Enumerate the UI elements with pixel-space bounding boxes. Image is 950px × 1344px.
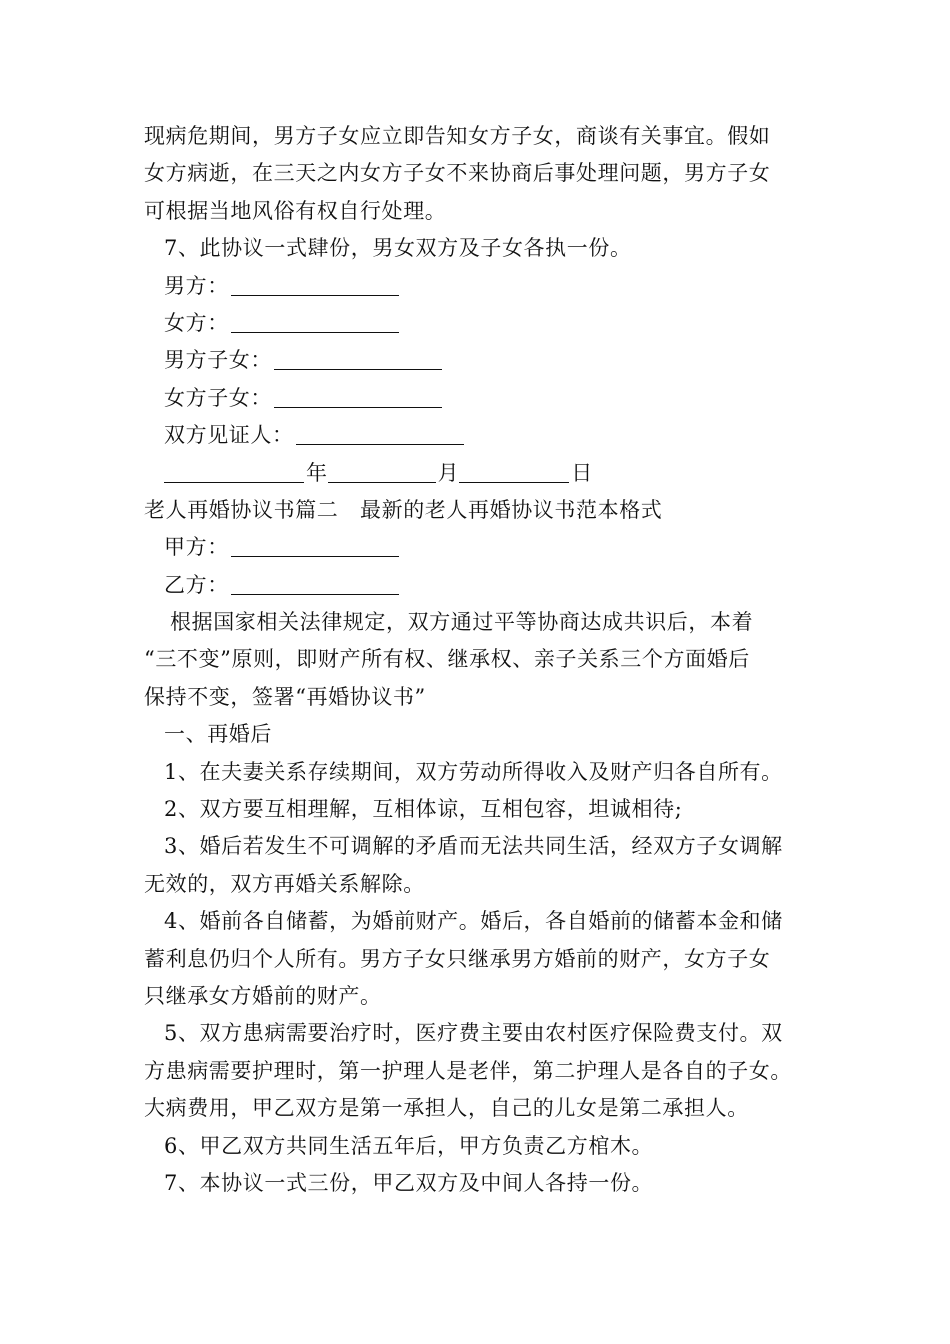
clause-line: 1、在夫妻关系存续期间，双方劳动所得收入及财产归各自所有。 — [164, 759, 783, 784]
clause-line: 只继承女方婚前的财产。 — [144, 983, 382, 1008]
section-heading: 一、再婚后 — [164, 722, 272, 747]
month-label: 月 — [437, 460, 460, 485]
clause-line: 大病费用，甲乙双方是第一承担人，自己的儿女是第二承担人。 — [144, 1096, 749, 1121]
signature-field-husband-children — [144, 342, 814, 379]
year-blank — [164, 460, 304, 483]
party-b-label: 乙方： — [164, 572, 229, 597]
signature-field-wife-children — [144, 380, 814, 417]
year-label: 年 — [306, 460, 328, 485]
party-b-field — [144, 567, 814, 604]
text-line: 女方病逝，在三天之内女方子女不来协商后事处理问题，男方子女 — [144, 161, 771, 186]
month-blank — [328, 460, 436, 483]
clause-line: 蓄利息仍归个人所有。男方子女只继承男方婚前的财产，女方子女 — [144, 946, 771, 971]
signature-field-wife — [144, 305, 814, 342]
document-body — [144, 118, 814, 1202]
signature-blank — [274, 385, 442, 408]
party-b-blank — [231, 572, 399, 595]
signature-label: 女方： — [164, 310, 229, 335]
day-blank — [459, 460, 569, 483]
date-line — [144, 455, 814, 492]
signature-blank — [274, 347, 442, 370]
text-line: 现病危期间，男方子女应立即告知女方子女，商谈有关事宜。假如 — [144, 124, 771, 148]
signature-label: 男方子女： — [164, 348, 272, 373]
party-a-field — [144, 529, 814, 566]
signature-blank — [296, 422, 464, 445]
intro-paragraph-line: “三不变”原则，即财产所有权、继承权、亲子关系三个方面婚后 — [144, 647, 750, 672]
clause-line: 2、双方要互相理解，互相体谅，互相包容，坦诚相待; — [164, 797, 683, 822]
signature-blank — [231, 310, 399, 333]
intro-paragraph-line: 保持不变，签署“再婚协议书” — [144, 684, 426, 709]
clause-line: 5、双方患病需要治疗时，医疗费主要由农村医疗保险费支付。双 — [164, 1021, 783, 1046]
section-title: 老人再婚协议书篇二 最新的老人再婚协议书范本格式 — [144, 497, 663, 522]
party-a-label: 甲方： — [164, 535, 229, 560]
signature-field-witness — [144, 417, 814, 454]
clause-7-copies: 7、此协议一式肆份，男女双方及子女各执一份。 — [164, 236, 632, 261]
clause-line: 7、本协议一式三份，甲乙双方及中间人各持一份。 — [164, 1170, 654, 1195]
signature-label: 双方见证人： — [164, 423, 294, 448]
signature-label: 女方子女： — [164, 385, 272, 410]
intro-paragraph-line: 根据国家相关法律规定，双方通过平等协商达成共识后，本着 — [170, 610, 754, 635]
signature-label: 男方： — [164, 273, 229, 298]
signature-field-husband — [144, 268, 814, 305]
day-label: 日 — [571, 460, 593, 485]
signature-blank — [231, 273, 399, 296]
clause-line: 方患病需要护理时，第一护理人是老伴，第二护理人是各自的子女。 — [144, 1058, 792, 1083]
party-a-blank — [231, 534, 399, 557]
clause-line: 4、婚前各自储蓄，为婚前财产。婚后，各自婚前的储蓄本金和储 — [164, 909, 783, 934]
text-line: 可根据当地风俗有权自行处理。 — [144, 198, 447, 223]
clause-line: 3、婚后若发生不可调解的矛盾而无法共同生活，经双方子女调解 — [164, 834, 783, 859]
clause-line: 6、甲乙双方共同生活五年后，甲方负责乙方棺木。 — [164, 1133, 654, 1158]
clause-line: 无效的，双方再婚关系解除。 — [144, 871, 425, 896]
